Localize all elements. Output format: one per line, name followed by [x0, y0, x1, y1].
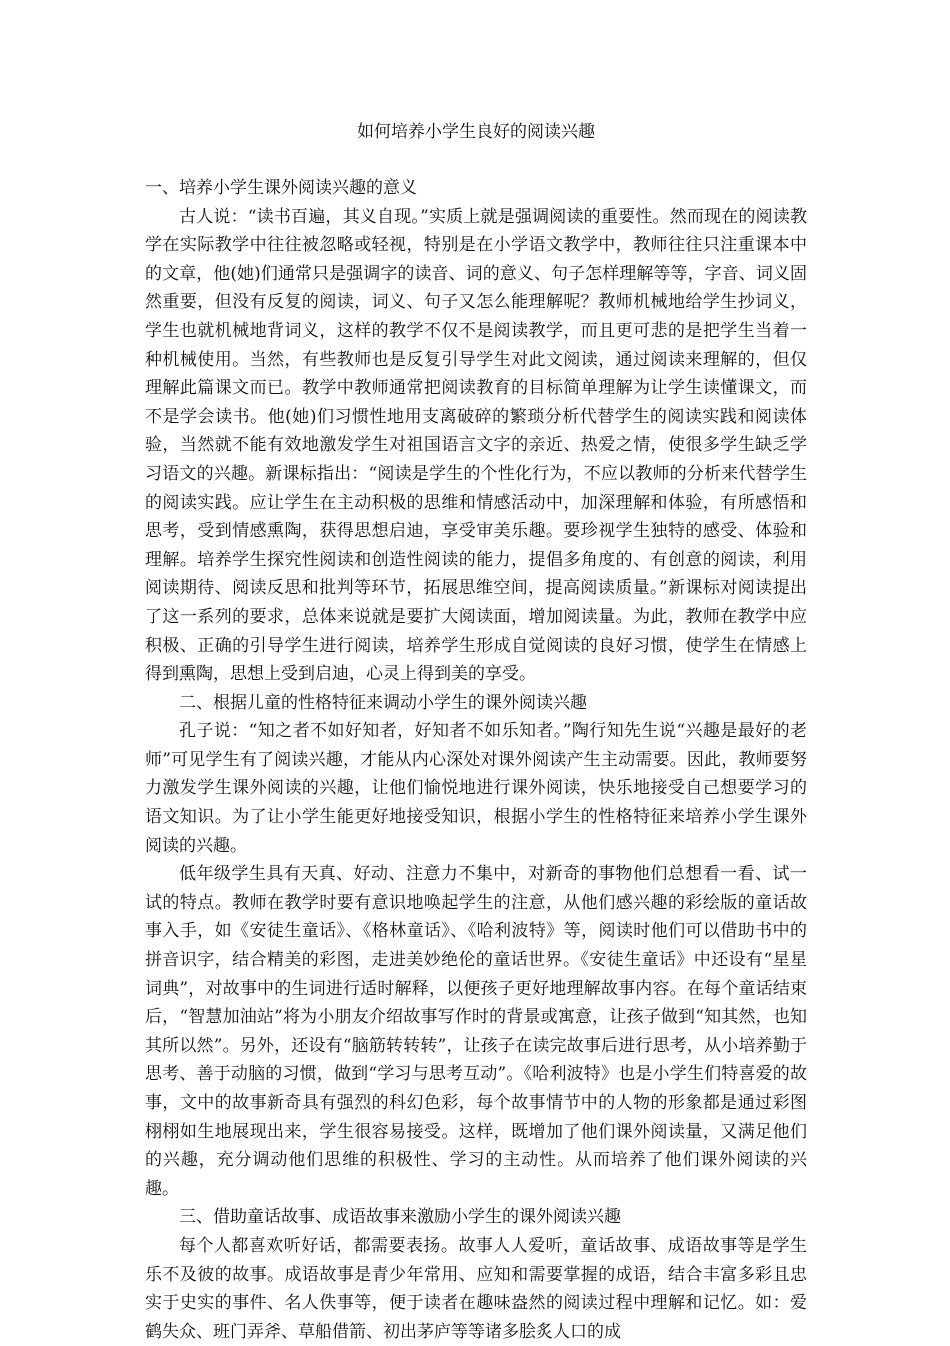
document-page [145, 118, 807, 1346]
paragraph: 每个人都喜欢听好话，都需要表扬。故事人人爱听，童话故事、成语故事等是学生乐不及彼的故事。成语故事是青少年常用、应知和需要掌握的成语，结合丰富多彩且忠实于史实的事件、名人佚事等，便于读者在趣味盎然的阅读过程中理解和记忆。如：爱鹤失众、班门弄斧、草船借箭、初出茅庐等等诸多脍炙人口的成 [145, 1235, 807, 1342]
paragraph: 孔子说：“知之者不如好知者，好知者不如乐知者。”陶行知先生说“兴趣是最好的老师”可见学生有了阅读兴趣，才能从内心深处对课外阅读产生主动需要。因此，教师要努力激发学生课外阅读的兴趣，让他们愉悦地进行课外阅读，快乐地接受自己想要学习的语文知识。为了让小学生能更好地接受知识，根据小学生的性格特征来培养小学生课外阅读的兴趣。 [145, 721, 807, 856]
paragraph: 古人说：“读书百遍，其义自现。”实质上就是强调阅读的重要性。然而现在的阅读教学在实际教学中往往被忽略或轻视，特别是在小学语文教学中，教师往往只注重课本中的文章，他(她)们通常只是强调字的读音、词的意义、句子怎样理解等等，字音、词义固然重要，但没有反复的阅读，词义、句子又怎么能理解呢？教师机械地给学生抄词义，学生也就机械地背词义，这样的教学不仅不是阅读教学，而且更可悲的是把学生当着一种机械使用。当然，有些教师也是反复引导学生对此文阅读，通过阅读来理解的，但仅理解此篇课文而已。教学中教师通常把阅读教育的目标简单理解为让学生读懂课文，而不是学会读书。他(她)们习惯性地用支离破碎的繁琐分析代替学生的阅读实践和阅读体验，当然就不能有效地激发学生对祖国语言文字的亲近、热爱之情，使很多学生缺乏学习语文的兴趣。新课标指出：“阅读是学生的个性化行为，不应以教师的分析来代替学生的阅读实践。应让学生在主动积极的思维和情感活动中，加深理解和体验，有所感悟和思考，受到情感熏陶，获得思想启迪，享受审美乐趣。要珍视学生独特的感受、体验和理解。培养学生探究性阅读和创造性阅读的能力，提倡多角度的、有创意的阅读，利用阅读期待、阅读反思和批判等环节，拓展思维空间，提高阅读质量。”新课标对阅读提出了这一系列的要求，总体来说就是要扩大阅读面，增加阅读量。为此，教师在教学中应积极、正确的引导学生进行阅读，培养学生形成自觉阅读的良好习惯，使学生在情感上得到熏陶，思想上受到启迪，心灵上得到美的享受。 [145, 206, 807, 685]
document-title: 如何培养小学生良好的阅读兴趣 [357, 122, 595, 142]
section-heading-1: 一、培养小学生课外阅读兴趣的意义 [145, 178, 417, 198]
section-heading-2: 二、根据儿童的性格特征来调动小学生的课外阅读兴趣 [179, 692, 587, 713]
section-heading-3: 三、借助童话故事、成语故事来激励小学生的课外阅读兴趣 [179, 1207, 621, 1228]
paragraph: 低年级学生具有天真、好动、注意力不集中，对新奇的事物他们总想看一看、试一试的特点。教师在教学时要有意识地唤起学生的注意，从他们感兴趣的彩绘版的童话故事入手，如《安徒生童话》、《格林童话》、《哈利波特》等，阅读时他们可以借助书中的拼音识字，结合精美的彩图，走进美妙绝伦的童话世界。《安徒生童话》中还设有“星星词典”，对故事中的生词进行适时解释，以便孩子更好地理解故事内容。在每个童话结束后，“智慧加油站”将为小朋友介绍故事写作时的背景或寓意，让孩子做到“知其然，也知其所以然”。另外，还设有“脑筋转转转”，让孩子在读完故事后进行思考，从小培养勤于思考、善于动脑的习惯，做到“学习与思考互动”。《哈利波特》也是小学生们特喜爱的故事，文中的故事新奇具有强烈的科幻色彩，每个故事情节中的人物的形象都是通过彩图栩栩如生地展现出来，学生很容易接受。这样，既增加了他们课外阅读量，又满足他们的兴趣，充分调动他们思维的积极性、学习的主动性。从而培养了他们课外阅读的兴趣。 [145, 864, 807, 1199]
